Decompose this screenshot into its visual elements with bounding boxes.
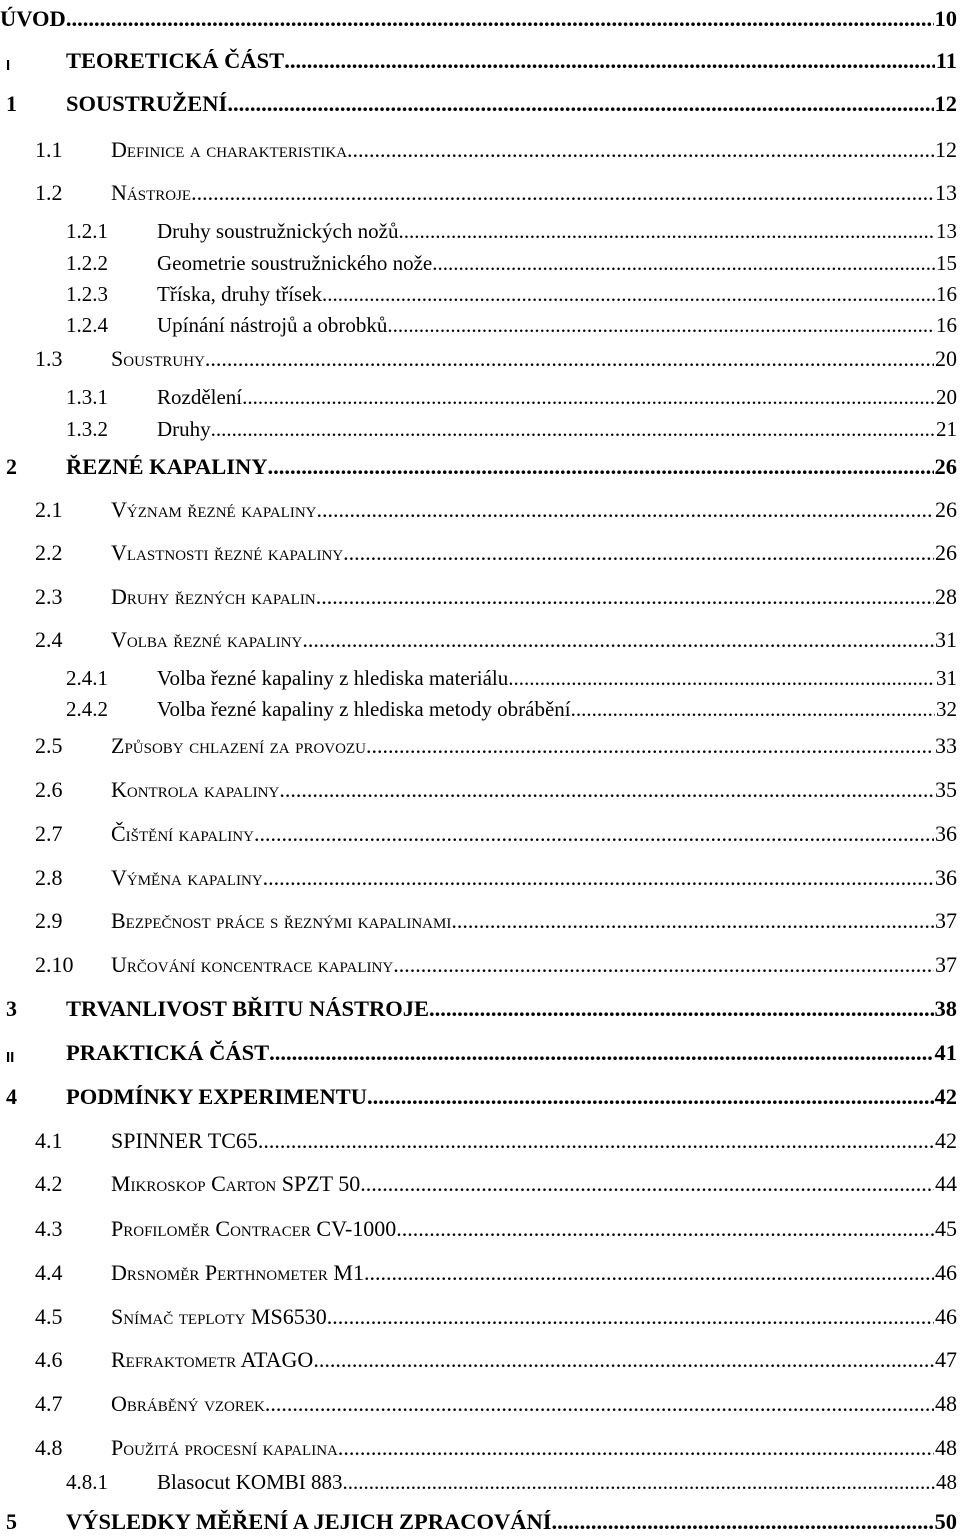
toc-entry-page-number: 13 <box>936 219 957 243</box>
toc-entry[interactable] <box>0 493 957 523</box>
toc-entry-page-number: 42 <box>934 1084 957 1109</box>
toc-entry[interactable] <box>0 1431 957 1461</box>
toc-entry[interactable] <box>0 380 957 410</box>
toc-entry-title: Blasocut KOMBI 883 <box>157 1470 343 1494</box>
toc-entry-number: II <box>6 1049 15 1066</box>
toc-entry-page-number: 48 <box>935 1435 957 1460</box>
toc-entry-page-number: 16 <box>936 313 957 337</box>
toc-entry-number: 2 <box>6 454 17 479</box>
toc-entry[interactable] <box>0 2 957 32</box>
toc-dot-leader <box>347 137 934 163</box>
toc-entry-number: 4.6 <box>35 1347 63 1372</box>
toc-entry[interactable] <box>0 412 957 442</box>
toc-dot-leader <box>205 346 934 372</box>
toc-entry[interactable] <box>0 1080 957 1110</box>
toc-entry-page-number: 37 <box>935 908 957 933</box>
toc-entry-number: 4.8.1 <box>66 1470 108 1494</box>
toc-entry-title: Definice a charakteristika <box>111 137 348 162</box>
toc-dot-leader <box>429 996 933 1022</box>
toc-entry-page-number: 26 <box>935 540 957 565</box>
toc-entry-page-number: 46 <box>935 1304 957 1329</box>
toc-entry-number: 1.2 <box>35 180 63 205</box>
toc-dot-leader <box>265 1391 934 1417</box>
toc-entry-page-number: 44 <box>935 1171 957 1196</box>
toc-entry-title: Vlastnosti řezné kapaliny <box>111 540 344 565</box>
toc-dot-leader <box>364 1260 934 1286</box>
toc-entry-number: 4 <box>6 1084 17 1109</box>
toc-entry-page-number: 28 <box>935 584 957 609</box>
toc-entry-title: Volba řezné kapaliny z hlediska metody obrábění <box>157 697 571 721</box>
toc-dot-leader <box>338 1435 934 1461</box>
toc-entry-number: 4.1 <box>35 1128 63 1153</box>
toc-entry[interactable] <box>0 948 957 978</box>
toc-entry-page-number: 20 <box>936 385 957 409</box>
toc-dot-leader <box>191 180 934 206</box>
toc-entry-page-number: 41 <box>934 1040 957 1065</box>
toc-entry-title: Volba řezné kapaliny z hlediska materiálu <box>157 666 509 690</box>
toc-entry-title: Čištění kapaliny <box>111 821 254 846</box>
toc-entry-title: Refraktometr ATAGO <box>111 1347 314 1372</box>
toc-entry-number: 4.4 <box>35 1260 63 1285</box>
toc-entry-number: 1.3.2 <box>66 417 108 441</box>
toc-entry-page-number: 26 <box>935 497 957 522</box>
toc-entry-title: Bezpečnost práce s řeznými kapalinami <box>111 908 452 933</box>
toc-entry-number: 2.8 <box>35 865 63 890</box>
toc-dot-leader <box>343 1470 936 1495</box>
toc-entry[interactable] <box>0 661 957 691</box>
toc-entry-number: 2.4 <box>35 627 63 652</box>
toc-entry-title: Výměna kapaliny <box>111 865 263 890</box>
toc-entry[interactable] <box>0 308 957 338</box>
toc-dot-leader <box>322 282 935 307</box>
toc-entry-page-number: 32 <box>936 697 957 721</box>
toc-entry[interactable] <box>0 87 957 117</box>
toc-entry-page-number: 11 <box>935 48 957 73</box>
toc-entry-number: 2.7 <box>35 821 63 846</box>
toc-entry[interactable] <box>0 214 957 244</box>
toc-entry-title: Soustruhy <box>111 346 205 371</box>
toc-dot-leader <box>327 1304 934 1330</box>
toc-entry-number: 1 <box>6 91 17 116</box>
toc-entry-page-number: 50 <box>934 1509 957 1534</box>
toc-entry-number: 3 <box>6 996 17 1021</box>
toc-entry-number: 1.1 <box>35 137 63 162</box>
toc-entry-page-number: 21 <box>936 417 957 441</box>
toc-entry-title: TRVANLIVOST BŘITU NÁSTROJE <box>66 996 430 1021</box>
toc-dot-leader <box>242 385 935 410</box>
toc-entry-page-number: 42 <box>935 1128 957 1153</box>
toc-entry-title: Kontrola kapaliny <box>111 777 280 802</box>
toc-entry-number: 4.3 <box>35 1216 63 1241</box>
toc-dot-leader <box>451 908 934 934</box>
toc-entry[interactable] <box>0 1124 957 1154</box>
toc-entry-number: 4.8 <box>35 1435 63 1460</box>
toc-entry-title: Volba řezné kapaliny <box>111 627 303 652</box>
toc-entry[interactable] <box>0 133 957 163</box>
toc-entry[interactable] <box>0 692 957 722</box>
toc-entry[interactable] <box>0 246 957 276</box>
toc-entry-page-number: 35 <box>935 777 957 802</box>
toc-entry-number: 2.3 <box>35 584 63 609</box>
toc-entry-title: PRAKTICKÁ ČÁST <box>66 1040 270 1065</box>
toc-dot-leader <box>551 1509 933 1535</box>
toc-dot-leader <box>254 821 934 847</box>
toc-entry-page-number: 46 <box>935 1260 957 1285</box>
toc-entry[interactable] <box>0 176 957 206</box>
toc-dot-leader <box>258 1128 934 1154</box>
toc-dot-leader <box>398 219 935 244</box>
toc-entry-number: 2.4.1 <box>66 666 108 690</box>
toc-dot-leader <box>508 666 935 691</box>
toc-entry-page-number: 31 <box>935 627 957 652</box>
toc-dot-leader <box>267 454 933 480</box>
toc-entry[interactable] <box>0 729 957 759</box>
toc-entry-page-number: 48 <box>936 1470 957 1494</box>
toc-entry[interactable] <box>0 904 957 934</box>
toc-dot-leader <box>316 584 934 610</box>
toc-entry-number: 4.7 <box>35 1391 63 1416</box>
toc-entry-number: 1.2.2 <box>66 251 108 275</box>
toc-dot-leader <box>313 1347 934 1373</box>
toc-entry-page-number: 36 <box>935 865 957 890</box>
toc-entry[interactable] <box>0 450 957 480</box>
toc-entry-title: Drsnoměr Perthnometer M1 <box>111 1260 364 1285</box>
toc-entry-title: Profiloměr Contracer CV-1000 <box>111 1216 397 1241</box>
toc-dot-leader <box>317 497 935 523</box>
toc-entry-number: 2.10 <box>35 952 74 977</box>
toc-entry[interactable] <box>0 1300 957 1330</box>
toc-entry-number: 4.2 <box>35 1171 63 1196</box>
toc-entry-number: 1.2.1 <box>66 219 108 243</box>
toc-dot-leader <box>367 1084 933 1110</box>
toc-entry-page-number: 38 <box>934 996 957 1021</box>
toc-entry[interactable] <box>0 1465 957 1495</box>
toc-dot-leader <box>360 1171 934 1197</box>
toc-entry-number: 2.2 <box>35 540 63 565</box>
toc-entry-page-number: 16 <box>936 282 957 306</box>
toc-entry-number: 2.5 <box>35 733 63 758</box>
toc-entry-title: Určování koncentrace kapaliny <box>111 952 394 977</box>
toc-entry-number: 2.1 <box>35 497 63 522</box>
toc-entry-number: 1.3.1 <box>66 385 108 409</box>
toc-entry-title: SPINNER TC65 <box>111 1128 258 1153</box>
toc-dot-leader <box>269 1040 933 1066</box>
toc-entry-page-number: 36 <box>935 821 957 846</box>
toc-entry-page-number: 48 <box>935 1391 957 1416</box>
toc-entry[interactable] <box>0 992 957 1022</box>
toc-entry-number: I <box>6 57 11 74</box>
toc-dot-leader <box>387 313 935 338</box>
toc-entry-title: Význam řezné kapaliny <box>111 497 317 522</box>
toc-dot-leader <box>366 733 934 759</box>
toc-dot-leader <box>263 865 934 891</box>
toc-entry-title: Použitá procesní kapalina <box>111 1435 338 1460</box>
toc-entry-page-number: 45 <box>935 1216 957 1241</box>
toc-entry-title: Druhy soustružnických nožů <box>157 219 399 243</box>
toc-dot-leader <box>432 251 935 276</box>
toc-dot-leader <box>211 417 935 442</box>
toc-entry-page-number: 47 <box>935 1347 957 1372</box>
toc-entry-title: Způsoby chlazení za provozu <box>111 733 366 758</box>
toc-entry[interactable] <box>0 1387 957 1417</box>
toc-entry[interactable] <box>0 1212 957 1242</box>
toc-entry-title: Obráběný vzorek <box>111 1391 265 1416</box>
toc-entry-title: Geometrie soustružnického nože <box>157 251 433 275</box>
toc-entry-page-number: 12 <box>935 137 957 162</box>
toc-entry-title: VÝSLEDKY MĚŘENÍ A JEJICH ZPRACOVÁNÍ <box>66 1509 552 1534</box>
toc-entry[interactable] <box>0 1343 957 1373</box>
toc-entry-number: 1.3 <box>35 346 63 371</box>
toc-entry[interactable] <box>0 536 957 566</box>
toc-dot-leader <box>396 1216 934 1242</box>
toc-entry[interactable] <box>0 861 957 891</box>
toc-entry[interactable] <box>0 342 957 372</box>
toc-dot-leader <box>66 6 934 32</box>
toc-dot-leader <box>571 697 935 722</box>
toc-entry-title: Tříska, druhy třísek <box>157 282 323 306</box>
toc-entry[interactable] <box>0 773 957 803</box>
toc-dot-leader <box>279 777 934 803</box>
toc-entry-title: Druhy <box>157 417 211 441</box>
toc-entry[interactable] <box>0 817 957 847</box>
toc-entry-title: SOUSTRUŽENÍ <box>66 91 228 116</box>
toc-entry-title: Nástroje <box>111 180 192 205</box>
toc-dot-leader <box>343 540 934 566</box>
toc-entry[interactable] <box>0 623 957 653</box>
toc-entry[interactable] <box>0 580 957 610</box>
toc-entry[interactable] <box>0 1036 957 1066</box>
toc-dot-leader <box>284 48 935 74</box>
toc-entry-title: ÚVOD <box>0 6 66 31</box>
toc-entry-number: 2.6 <box>35 777 63 802</box>
toc-entry-page-number: 10 <box>934 6 957 31</box>
toc-entry-title: ŘEZNÉ KAPALINY <box>66 454 268 479</box>
toc-entry-title: TEORETICKÁ ČÁST <box>66 48 285 73</box>
toc-entry-title: Upínání nástrojů a obrobků <box>157 313 388 337</box>
toc-entry-number: 4.5 <box>35 1304 63 1329</box>
toc-entry-title: Mikroskop Carton SPZT 50 <box>111 1171 361 1196</box>
toc-entry-title: Snímač teploty MS6530 <box>111 1304 327 1329</box>
toc-entry-page-number: 33 <box>935 733 957 758</box>
toc-entry-title: Druhy řezných kapalin <box>111 584 316 609</box>
toc-entry[interactable] <box>0 44 957 74</box>
toc-dot-leader <box>302 627 934 653</box>
toc-entry[interactable] <box>0 1167 957 1197</box>
toc-entry-page-number: 31 <box>936 666 957 690</box>
toc-dot-leader <box>393 952 934 978</box>
toc-entry-number: 1.2.4 <box>66 313 108 337</box>
toc-entry-page-number: 13 <box>935 180 957 205</box>
toc-entry-title: Rozdělení <box>157 385 243 409</box>
toc-entry-page-number: 26 <box>934 454 957 479</box>
toc-dot-leader <box>227 91 933 117</box>
toc-entry[interactable] <box>0 1505 957 1535</box>
toc-entry-number: 1.2.3 <box>66 282 108 306</box>
toc-entry-page-number: 12 <box>934 91 957 116</box>
toc-entry-page-number: 15 <box>936 251 957 275</box>
toc-entry-number: 2.4.2 <box>66 697 108 721</box>
toc-entry-page-number: 37 <box>935 952 957 977</box>
toc-entry-title: PODMÍNKY EXPERIMENTU <box>66 1084 368 1109</box>
toc-entry[interactable] <box>0 1256 957 1286</box>
toc-entry-number: 2.9 <box>35 908 63 933</box>
toc-entry-number: 5 <box>6 1509 17 1534</box>
toc-entry[interactable] <box>0 277 957 307</box>
toc-entry-page-number: 20 <box>935 346 957 371</box>
